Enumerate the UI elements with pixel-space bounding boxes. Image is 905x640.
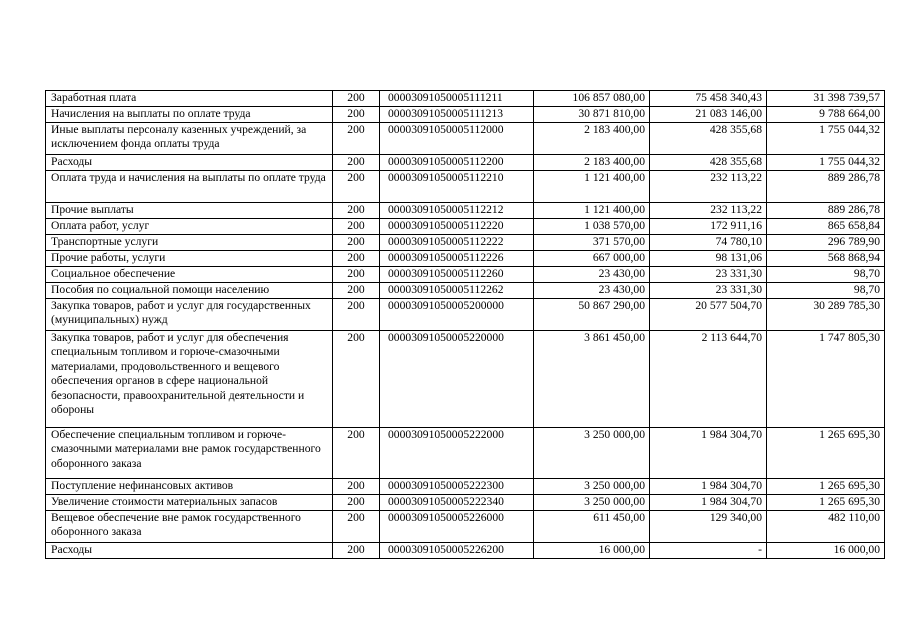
table-row [46,283,885,299]
row-code-cell: 200 [333,331,380,428]
row-classification-code-cell: 00003091050005112212 [380,203,534,219]
row-name-cell: Начисления на выплаты по оплате труда [46,107,333,123]
row-name-cell: Транспортные услуги [46,235,333,251]
row-code-cell: 200 [333,219,380,235]
row-classification-code-cell: 00003091050005112262 [380,283,534,299]
row-code-cell: 200 [333,235,380,251]
row-code-cell: 200 [333,107,380,123]
row-code-cell: 200 [333,495,380,511]
table-row [46,219,885,235]
row-executed-amount-cell: 23 331,30 [650,267,767,283]
table-row [46,511,885,543]
row-name-cell: Расходы [46,155,333,171]
row-name-cell: Расходы [46,543,333,559]
row-executed-amount-cell: 21 083 146,00 [650,107,767,123]
table-body [46,91,885,559]
row-approved-amount-cell: 23 430,00 [534,283,650,299]
row-classification-code-cell: 00003091050005112200 [380,155,534,171]
row-unexecuted-amount-cell: 865 658,84 [767,219,885,235]
row-classification-code-cell: 00003091050005220000 [380,331,534,428]
row-unexecuted-amount-cell: 296 789,90 [767,235,885,251]
row-classification-code-cell: 00003091050005200000 [380,299,534,331]
table-row [46,171,885,203]
table-row [46,495,885,511]
row-approved-amount-cell: 23 430,00 [534,267,650,283]
table-row [46,203,885,219]
row-name-cell: Закупка товаров, работ и услуг для обеспечения специальным топливом и горюче-смазочными материалами, продовольственного и вещевого обеспечения органов в сфере национальной безопасности, правоохранительной деятельности и обороны [46,331,333,428]
row-code-cell: 200 [333,251,380,267]
row-unexecuted-amount-cell: 9 788 664,00 [767,107,885,123]
row-executed-amount-cell: 428 355,68 [650,123,767,155]
row-code-cell: 200 [333,267,380,283]
row-unexecuted-amount-cell: 568 868,94 [767,251,885,267]
row-executed-amount-cell: 1 984 304,70 [650,495,767,511]
row-name-cell: Закупка товаров, работ и услуг для государственных (муниципальных) нужд [46,299,333,331]
table-row [46,267,885,283]
table-row [46,479,885,495]
row-approved-amount-cell: 611 450,00 [534,511,650,543]
row-code-cell: 200 [333,203,380,219]
row-classification-code-cell: 00003091050005112000 [380,123,534,155]
row-unexecuted-amount-cell: 30 289 785,30 [767,299,885,331]
row-approved-amount-cell: 30 871 810,00 [534,107,650,123]
row-code-cell: 200 [333,171,380,203]
row-approved-amount-cell: 371 570,00 [534,235,650,251]
row-unexecuted-amount-cell: 889 286,78 [767,171,885,203]
table-row [46,299,885,331]
row-classification-code-cell: 00003091050005222340 [380,495,534,511]
row-classification-code-cell: 00003091050005112222 [380,235,534,251]
row-code-cell: 200 [333,283,380,299]
row-executed-amount-cell: 1 984 304,70 [650,479,767,495]
table-row [46,91,885,107]
row-approved-amount-cell: 3 861 450,00 [534,331,650,428]
row-code-cell: 200 [333,91,380,107]
budget-execution-table [45,90,885,559]
row-name-cell: Прочие работы, услуги [46,251,333,267]
row-classification-code-cell: 00003091050005111211 [380,91,534,107]
row-executed-amount-cell: 129 340,00 [650,511,767,543]
row-unexecuted-amount-cell: 98,70 [767,267,885,283]
row-approved-amount-cell: 1 038 570,00 [534,219,650,235]
row-executed-amount-cell: 74 780,10 [650,235,767,251]
table-row [46,251,885,267]
row-executed-amount-cell: 23 331,30 [650,283,767,299]
row-code-cell: 200 [333,428,380,479]
row-classification-code-cell: 00003091050005226000 [380,511,534,543]
row-unexecuted-amount-cell: 1 265 695,30 [767,479,885,495]
row-classification-code-cell: 00003091050005112226 [380,251,534,267]
row-name-cell: Вещевое обеспечение вне рамок государственного оборонного заказа [46,511,333,543]
table-row [46,428,885,479]
row-name-cell: Обеспечение специальным топливом и горюче-смазочными материалами вне рамок государственного оборонного заказа [46,428,333,479]
row-executed-amount-cell: 75 458 340,43 [650,91,767,107]
row-classification-code-cell: 00003091050005222000 [380,428,534,479]
row-approved-amount-cell: 3 250 000,00 [534,479,650,495]
row-approved-amount-cell: 3 250 000,00 [534,495,650,511]
row-name-cell: Иные выплаты персоналу казенных учреждений, за исключением фонда оплаты труда [46,123,333,155]
row-name-cell: Прочие выплаты [46,203,333,219]
table-row [46,107,885,123]
row-name-cell: Оплата труда и начисления на выплаты по оплате труда [46,171,333,203]
row-approved-amount-cell: 3 250 000,00 [534,428,650,479]
row-approved-amount-cell: 667 000,00 [534,251,650,267]
row-classification-code-cell: 00003091050005222300 [380,479,534,495]
row-code-cell: 200 [333,155,380,171]
row-classification-code-cell: 00003091050005112220 [380,219,534,235]
row-classification-code-cell: 00003091050005112210 [380,171,534,203]
row-unexecuted-amount-cell: 98,70 [767,283,885,299]
row-executed-amount-cell: 428 355,68 [650,155,767,171]
row-unexecuted-amount-cell: 1 265 695,30 [767,495,885,511]
row-approved-amount-cell: 1 121 400,00 [534,203,650,219]
row-executed-amount-cell: 98 131,06 [650,251,767,267]
table-row [46,123,885,155]
row-executed-amount-cell: 2 113 644,70 [650,331,767,428]
row-executed-amount-cell: 232 113,22 [650,203,767,219]
row-code-cell: 200 [333,479,380,495]
row-code-cell: 200 [333,511,380,543]
row-name-cell: Заработная плата [46,91,333,107]
row-approved-amount-cell: 2 183 400,00 [534,155,650,171]
row-executed-amount-cell: 20 577 504,70 [650,299,767,331]
row-name-cell: Социальное обеспечение [46,267,333,283]
row-approved-amount-cell: 2 183 400,00 [534,123,650,155]
row-unexecuted-amount-cell: 1 265 695,30 [767,428,885,479]
row-classification-code-cell: 00003091050005226200 [380,543,534,559]
row-unexecuted-amount-cell: 482 110,00 [767,511,885,543]
row-executed-amount-cell: 172 911,16 [650,219,767,235]
row-name-cell: Увеличение стоимости материальных запасов [46,495,333,511]
row-unexecuted-amount-cell: 1 755 044,32 [767,155,885,171]
table-row [46,235,885,251]
row-code-cell: 200 [333,299,380,331]
row-unexecuted-amount-cell: 31 398 739,57 [767,91,885,107]
row-unexecuted-amount-cell: 1 755 044,32 [767,123,885,155]
row-unexecuted-amount-cell: 1 747 805,30 [767,331,885,428]
row-approved-amount-cell: 1 121 400,00 [534,171,650,203]
row-unexecuted-amount-cell: 16 000,00 [767,543,885,559]
row-executed-amount-cell: 1 984 304,70 [650,428,767,479]
row-approved-amount-cell: 106 857 080,00 [534,91,650,107]
row-classification-code-cell: 00003091050005111213 [380,107,534,123]
row-classification-code-cell: 00003091050005112260 [380,267,534,283]
row-code-cell: 200 [333,123,380,155]
row-approved-amount-cell: 50 867 290,00 [534,299,650,331]
table-row [46,331,885,428]
row-approved-amount-cell: 16 000,00 [534,543,650,559]
table-row [46,155,885,171]
row-executed-amount-cell: - [650,543,767,559]
table-row [46,543,885,559]
row-name-cell: Оплата работ, услуг [46,219,333,235]
row-name-cell: Поступление нефинансовых активов [46,479,333,495]
row-name-cell: Пособия по социальной помощи населению [46,283,333,299]
row-code-cell: 200 [333,543,380,559]
row-unexecuted-amount-cell: 889 286,78 [767,203,885,219]
row-executed-amount-cell: 232 113,22 [650,171,767,203]
